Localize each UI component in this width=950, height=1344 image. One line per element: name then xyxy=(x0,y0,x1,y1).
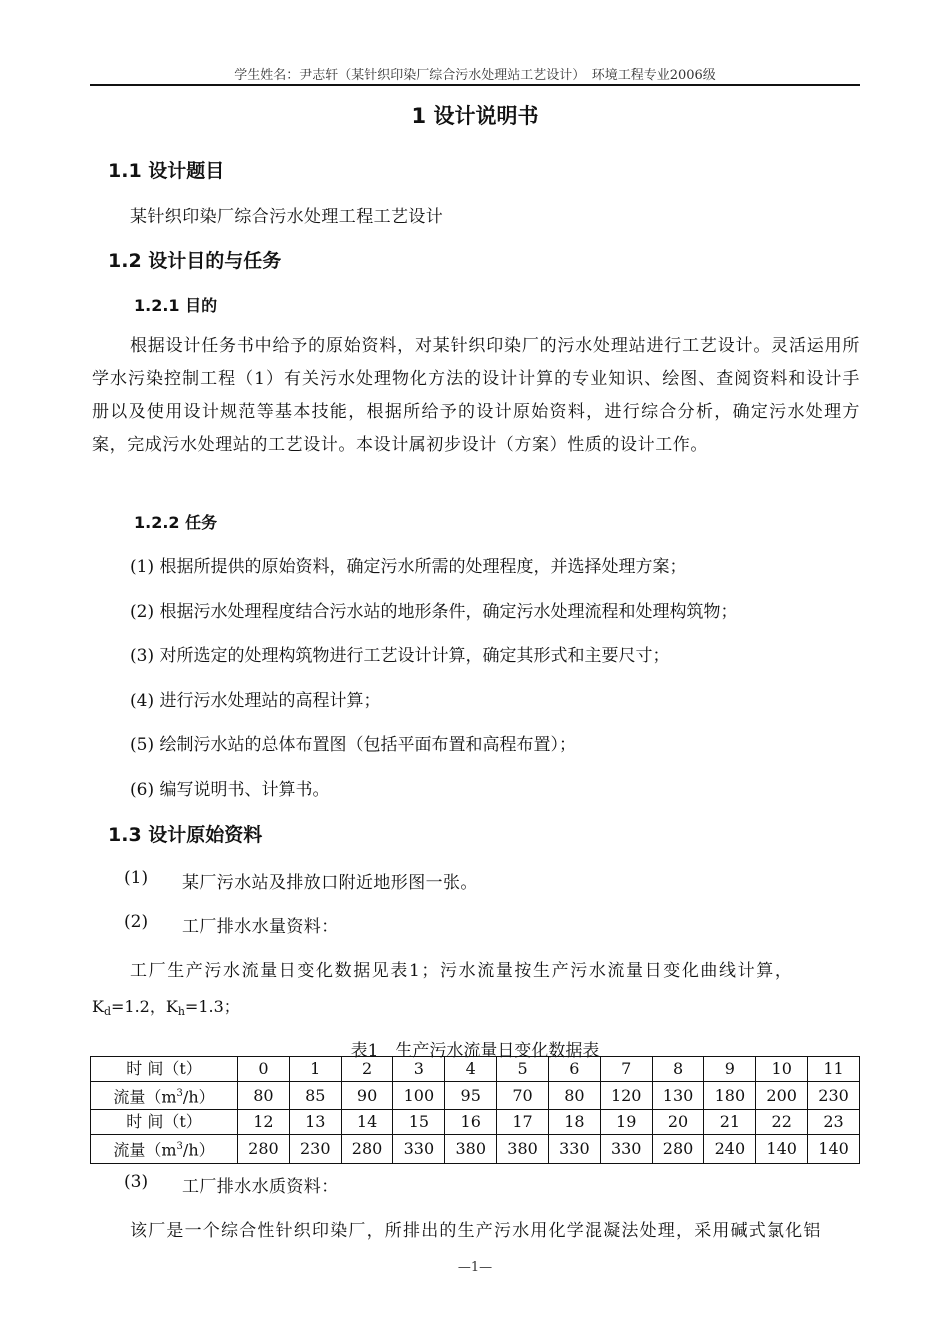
item-number: (3) xyxy=(124,1172,149,1192)
table-cell: 330 xyxy=(600,1135,652,1163)
table-cell: 17 xyxy=(497,1110,549,1135)
table-cell: 80 xyxy=(548,1082,600,1110)
kh-value: =1.3； xyxy=(184,997,240,1016)
table-cell: 85 xyxy=(289,1082,341,1110)
table-cell: 280 xyxy=(238,1135,290,1163)
table-cell: 280 xyxy=(341,1135,393,1163)
table-cell: 11 xyxy=(808,1057,860,1082)
item-text: 工厂排水水质资料： xyxy=(182,1177,339,1197)
task-item: (4) 进行污水处理站的高程计算； xyxy=(130,691,381,711)
table-cell: 22 xyxy=(756,1110,808,1135)
heading-1-2-1: 1.2.1 目的 xyxy=(134,296,218,315)
item-text: 某厂污水站及排放口附近地形图一张。 xyxy=(182,873,478,893)
table-cell: 80 xyxy=(238,1082,290,1110)
table-cell: 10 xyxy=(756,1057,808,1082)
table-cell: 200 xyxy=(756,1082,808,1110)
table-cell: 14 xyxy=(341,1110,393,1135)
heading-1-2-2: 1.2.2 任务 xyxy=(134,513,218,532)
table-cell: 5 xyxy=(497,1057,549,1082)
table-caption: 表1 生产污水流量日变化数据表 xyxy=(350,1041,600,1061)
table-cell: 140 xyxy=(756,1135,808,1163)
table-cell: 100 xyxy=(393,1082,445,1110)
table-cell: 70 xyxy=(497,1082,549,1110)
table-cell: 2 xyxy=(341,1057,393,1082)
flow-label-sup: 3 xyxy=(176,1141,183,1153)
table-cell: 13 xyxy=(289,1110,341,1135)
table-cell: 6 xyxy=(548,1057,600,1082)
row-header-flow xyxy=(91,1135,238,1163)
page-header: 学生姓名：尹志轩（某针织印染厂综合污水处理站工艺设计） 环境工程专业2006级 xyxy=(234,68,716,83)
table-cell: 180 xyxy=(704,1082,756,1110)
header-divider xyxy=(90,84,860,86)
table-cell: 18 xyxy=(548,1110,600,1135)
table-cell: 280 xyxy=(652,1135,704,1163)
heading-1-2: 1.2 设计目的与任务 xyxy=(108,250,282,272)
task-item: (3) 对所选定的处理构筑物进行工艺设计计算，确定其形式和主要尺寸； xyxy=(130,646,670,666)
table-cell: 330 xyxy=(548,1135,600,1163)
table-cell: 330 xyxy=(393,1135,445,1163)
item-text: 工厂排水水量资料： xyxy=(182,917,339,937)
task-item: (2) 根据污水处理程度结合污水站的地形条件，确定污水处理流程和处理构筑物； xyxy=(130,602,738,622)
table-cell: 130 xyxy=(652,1082,704,1110)
table-cell: 230 xyxy=(808,1082,860,1110)
kd-symbol: K xyxy=(92,997,104,1016)
table-cell: 380 xyxy=(497,1135,549,1163)
task-item: (1) 根据所提供的原始资料，确定污水所需的处理程度，并选择处理方案； xyxy=(130,557,687,577)
table-cell: 23 xyxy=(808,1110,860,1135)
table-cell: 9 xyxy=(704,1057,756,1082)
table-cell: 20 xyxy=(652,1110,704,1135)
kh-symbol: K xyxy=(165,997,178,1016)
item-number: (2) xyxy=(124,912,149,932)
chapter-title: 1 设计说明书 xyxy=(411,104,539,128)
table-row xyxy=(91,1057,860,1082)
kh-subscript: h xyxy=(177,1005,185,1018)
flow-data-table xyxy=(90,1056,860,1164)
table-cell: 8 xyxy=(652,1057,704,1082)
design-topic-text: 某针织印染厂综合污水处理工程工艺设计 xyxy=(130,207,444,227)
table-cell: 4 xyxy=(445,1057,497,1082)
page-number: —1— xyxy=(457,1260,493,1275)
flow-label-sup: 3 xyxy=(176,1088,183,1099)
flow-description: 工厂生产污水流量日变化数据见表1；污水流量按生产污水流量日变化曲线计算， xyxy=(130,961,794,981)
item-number: (1) xyxy=(124,868,149,888)
row-header-time: 时 间（t） xyxy=(91,1057,238,1082)
flow-label-pre: 流量（m xyxy=(113,1087,177,1107)
table-cell: 380 xyxy=(445,1135,497,1163)
table-cell: 240 xyxy=(704,1135,756,1163)
table-cell: 21 xyxy=(704,1110,756,1135)
table-cell: 140 xyxy=(808,1135,860,1163)
table-cell: 120 xyxy=(600,1082,652,1110)
flow-label-post: /h） xyxy=(182,1087,215,1107)
row-header-time: 时 间（t） xyxy=(91,1110,238,1135)
table-cell: 230 xyxy=(289,1135,341,1163)
table-cell: 19 xyxy=(600,1110,652,1135)
table-cell: 0 xyxy=(238,1057,290,1082)
kd-subscript: d xyxy=(103,1005,111,1018)
table-cell: 7 xyxy=(600,1057,652,1082)
flow-label-post: /h） xyxy=(182,1140,215,1160)
task-item: (6) 编写说明书、计算书。 xyxy=(130,780,330,800)
purpose-paragraph: 根据设计任务书中给予的原始资料，对某针织印染厂的污水处理站进行工艺设计。灵活运用所学水污染控制工程（1）有关污水处理物化方法的设计计算的专业知识、绘图、查阅资料和设计手册以及使用设计规范等基本技能，根据所给予的设计原始资料，进行综合分析，确定污水处理方案，完成污水处理站的工艺设计。本设计属初步设计（方案）性质的设计工作。 xyxy=(92,336,860,455)
table-cell: 95 xyxy=(445,1082,497,1110)
coefficients-line xyxy=(92,994,240,1018)
row-header-flow xyxy=(91,1082,238,1110)
table-row xyxy=(91,1110,860,1135)
heading-1-3: 1.3 设计原始资料 xyxy=(108,824,263,846)
water-quality-text: 该厂是一个综合性针织印染厂，所排出的生产污水用化学混凝法处理，采用碱式氯化铝 xyxy=(130,1221,822,1241)
table-cell: 12 xyxy=(238,1110,290,1135)
table-cell: 90 xyxy=(341,1082,393,1110)
task-item: (5) 绘制污水站的总体布置图（包括平面布置和高程布置）； xyxy=(130,735,576,755)
kd-value: =1.2， xyxy=(111,997,166,1016)
table-cell: 1 xyxy=(289,1057,341,1082)
table-row xyxy=(91,1135,860,1163)
heading-1-1: 1.1 设计题目 xyxy=(108,160,225,182)
flow-label-pre: 流量（m xyxy=(113,1140,177,1160)
table-cell: 15 xyxy=(393,1110,445,1135)
table-cell: 3 xyxy=(393,1057,445,1082)
table-cell: 16 xyxy=(445,1110,497,1135)
table-row xyxy=(91,1082,860,1110)
